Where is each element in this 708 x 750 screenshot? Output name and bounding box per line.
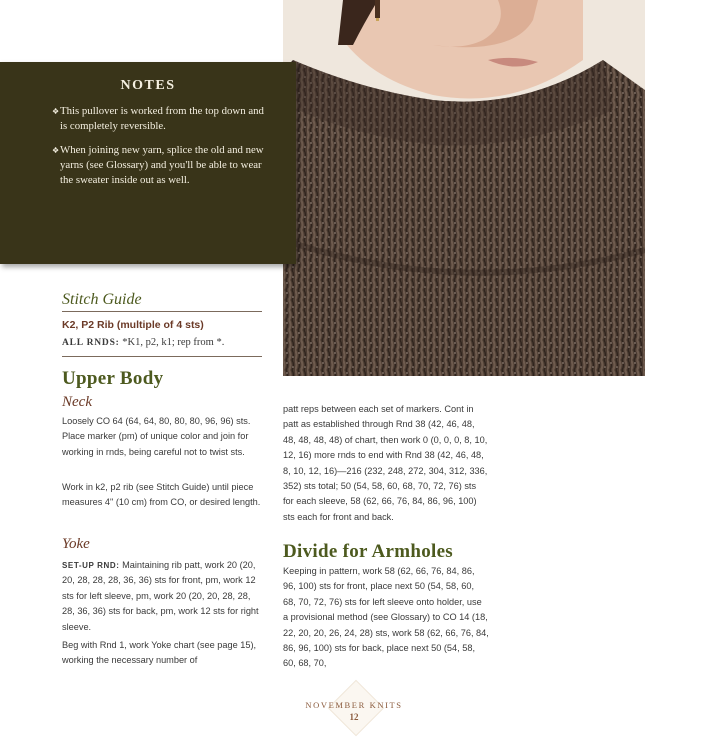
notes-box [0, 62, 296, 264]
all-rounds-instruction [62, 337, 224, 348]
upper-body-heading: Upper Body [62, 368, 164, 389]
sweater-photo [283, 0, 645, 376]
setup-round-paragraph [62, 558, 262, 635]
diamond-bullet-icon: ❖ [52, 107, 60, 116]
yoke-heading: Yoke [62, 536, 90, 552]
page-number: 12 [349, 712, 359, 722]
diamond-bullet-icon: ❖ [52, 146, 60, 155]
notes-item [52, 143, 272, 188]
all-rounds-text: *K1, p2, k1; rep from *. [119, 337, 225, 348]
neck-paragraph-2: Work in k2, p2 rib (see Stitch Guide) until piece measures 4" (10 cm) from CO, or desired length. [62, 482, 261, 508]
all-rounds-label: ALL RNDS: [62, 338, 120, 348]
divider [62, 356, 262, 357]
footer-book-title: NOVEMBER KNITS [305, 700, 403, 710]
notes-item [52, 104, 272, 134]
divide-armholes-paragraph: Keeping in pattern, work 58 (62, 66, 76, 84, 86, 96, 100) sts for front, place next 50 (54, 58, 60, 68, 70, 72, 76) sts for left sleeve onto holder, use a provisional method (see Glossary) to CO 14 (18, 22, 20, 20, 26, 24, 28) sts, work 58 (62, 66, 76, 84, 86, 96, 100) sts for back, place next 50 (54, 58, 60, 68, 70, [283, 566, 489, 669]
notes-list [0, 104, 296, 188]
divide-armholes-heading: Divide for Armholes [283, 541, 454, 562]
notes-item-text: When joining new yarn, splice the old and new yarns (see Glossary) and you'll be able to wear the sweater inside out as well. [60, 144, 264, 186]
yoke-continued-paragraph: patt reps between each set of markers. Cont in patt as established through Rnd 38 (42, 46, 48, 48, 48, 48, 48) of chart, then work 0 (0, 0, 0, 8, 10, 12, 16) more rnds to end with Rnd 38 (42, 46, 48, 8, 10, 12, 16)—216 (232, 248, 272, 304, 312, 336, 352) sts total; 50 (54, 58, 60, 68, 70, 72, 76) sts for each sleeve, 58 (62, 66, 76, 84, 86, 96, 100) sts each for front and back. [283, 404, 488, 522]
notes-item-text: This pullover is worked from the top down and is completely reversible. [60, 105, 264, 132]
yoke-paragraph-2: Beg with Rnd 1, work Yoke chart (see page 15), working the necessary number of [62, 640, 257, 666]
notes-title: NOTES [120, 78, 176, 93]
setup-round-text: Maintaining rib patt, work 20 (20, 20, 28, 28, 28, 36, 36) sts for front, pm, work 12 sts for left sleeve, pm, work 20 (20, 20, 28, 28, 28, 36, 36) sts for back, pm, work 12 sts for right sleeve. [62, 560, 259, 632]
rib-title: K2, P2 Rib (multiple of 4 sts) [62, 319, 204, 331]
setup-round-label: SET-UP RND: [62, 561, 120, 570]
divider [62, 311, 262, 312]
neck-paragraph-1: Loosely CO 64 (64, 64, 80, 80, 80, 96, 96) sts. Place marker (pm) of unique color and join for working in rnds, being careful not to twist sts. [62, 416, 251, 457]
stitch-guide-heading: Stitch Guide [62, 291, 142, 308]
neck-heading: Neck [62, 394, 92, 410]
